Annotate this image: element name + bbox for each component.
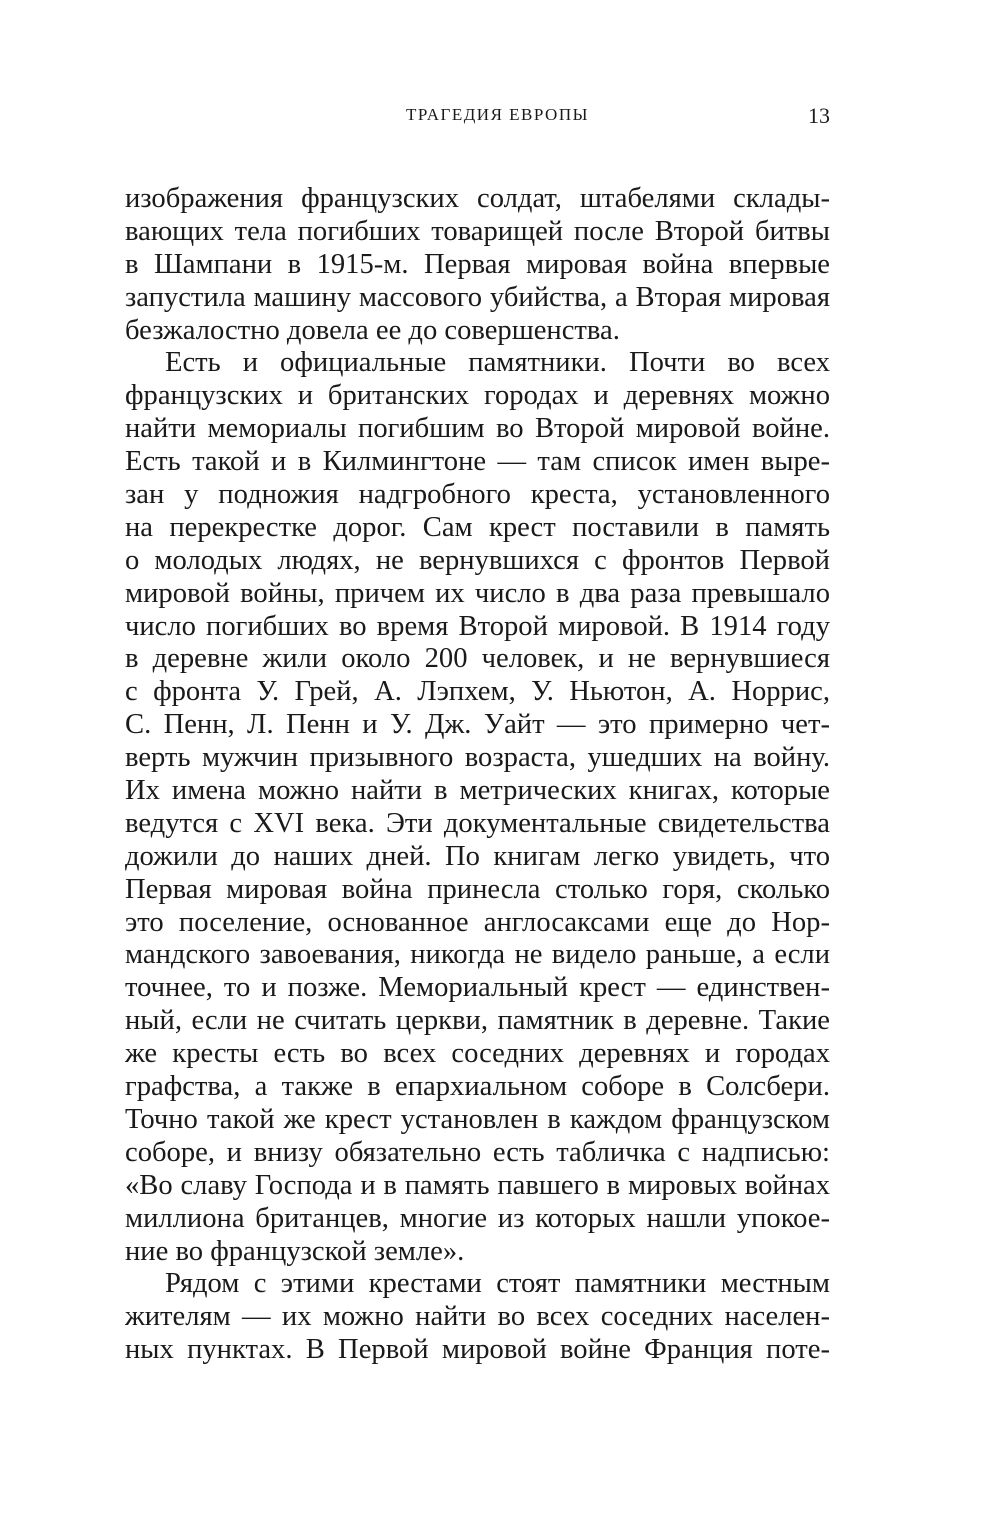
text-line: в Шампани в 1915-м. Первая мировая война впервые (125, 248, 830, 280)
text-line: дожили до наших дней. По книгам легко увидеть, что (125, 840, 830, 872)
text-line: «Во славу Господа и в память павшего в мировых войнах (125, 1169, 830, 1201)
text-line: соборе, и внизу обязательно есть табличка с надписью: (125, 1136, 830, 1168)
text-line: ведутся с XVI века. Эти документальные свидетельства (125, 807, 830, 839)
text-line: ный, если не считать церкви, памятник в деревне. Такие (125, 1005, 830, 1037)
text-line: Первая мировая война принесла столько горя, сколько (125, 873, 830, 905)
text-line: запустила машину массового убийства, а Вторая мировая (125, 281, 830, 313)
text-line: в деревне жили около 200 человек, и не вернувшиеся (125, 643, 830, 675)
text-line: найти мемориалы погибшим во Второй мировой войне. (125, 413, 830, 445)
text-line: Есть и официальные памятники. Почти во всех (165, 347, 830, 379)
text-line: миллиона британцев, многие из которых нашли упокое- (125, 1202, 830, 1234)
text-line: С. Пенн, Л. Пенн и У. Дж. Уайт — это примерно чет- (125, 709, 830, 741)
text-line: верть мужчин призывного возраста, ушедших на войну. (125, 742, 830, 774)
text-line: Их имена можно найти в метрических книгах, которые (125, 775, 830, 807)
text-line: ние во французской земле». (125, 1235, 465, 1267)
running-head (125, 105, 830, 135)
text-line: мировой войны, причем их число в два раза превышало (125, 577, 830, 609)
text-line: о молодых людях, не вернувшихся с фронтов Первой (125, 544, 830, 576)
running-title: ТРАГЕДИЯ ЕВРОПЫ (406, 105, 589, 124)
text-line: жителям — их можно найти во всех соседних населен- (125, 1301, 830, 1333)
text-line: Точно такой же крест установлен в каждом французском (125, 1103, 830, 1135)
text-line: Есть такой и в Килмингтоне — там список имен выре- (125, 446, 830, 478)
text-line: мандского завоевания, никогда не видело раньше, а если (125, 939, 830, 971)
text-line: это поселение, основанное англосаксами еще до Нор- (125, 906, 830, 938)
text-line: ных пунктах. В Первой мировой войне Франция поте- (125, 1334, 830, 1366)
text-line: вающих тела погибших товарищей после Второй битвы (125, 215, 830, 247)
text-line: зан у подножия надгробного креста, установленного (125, 479, 830, 511)
paragraph (125, 183, 830, 347)
text-line: же кресты есть во всех соседних деревнях и городах (125, 1038, 830, 1070)
page-number: 13 (808, 103, 830, 128)
text-line: Рядом с этими крестами стоят памятники местным (165, 1268, 830, 1300)
paragraph (125, 347, 830, 1268)
text-line: с фронта У. Грей, А. Лэпхем, У. Ньютон, А. Норрис, (125, 676, 830, 708)
text-line: на перекрестке дорог. Сам крест поставили в память (125, 511, 830, 543)
text-line: точнее, то и позже. Мемориальный крест — единствен- (125, 972, 830, 1004)
text-line: французских и британских городах и деревнях можно (125, 380, 830, 412)
text-line: графства, а также в епархиальном соборе в Солсбери. (125, 1071, 830, 1103)
text-line: число погибших во время Второй мировой. В 1914 году (125, 610, 830, 642)
paragraph (125, 1268, 830, 1367)
body-text (125, 183, 830, 1367)
text-line: безжалостно довела ее до совершенства. (125, 314, 620, 346)
text-line: изображения французских солдат, штабелями склады- (125, 183, 830, 214)
